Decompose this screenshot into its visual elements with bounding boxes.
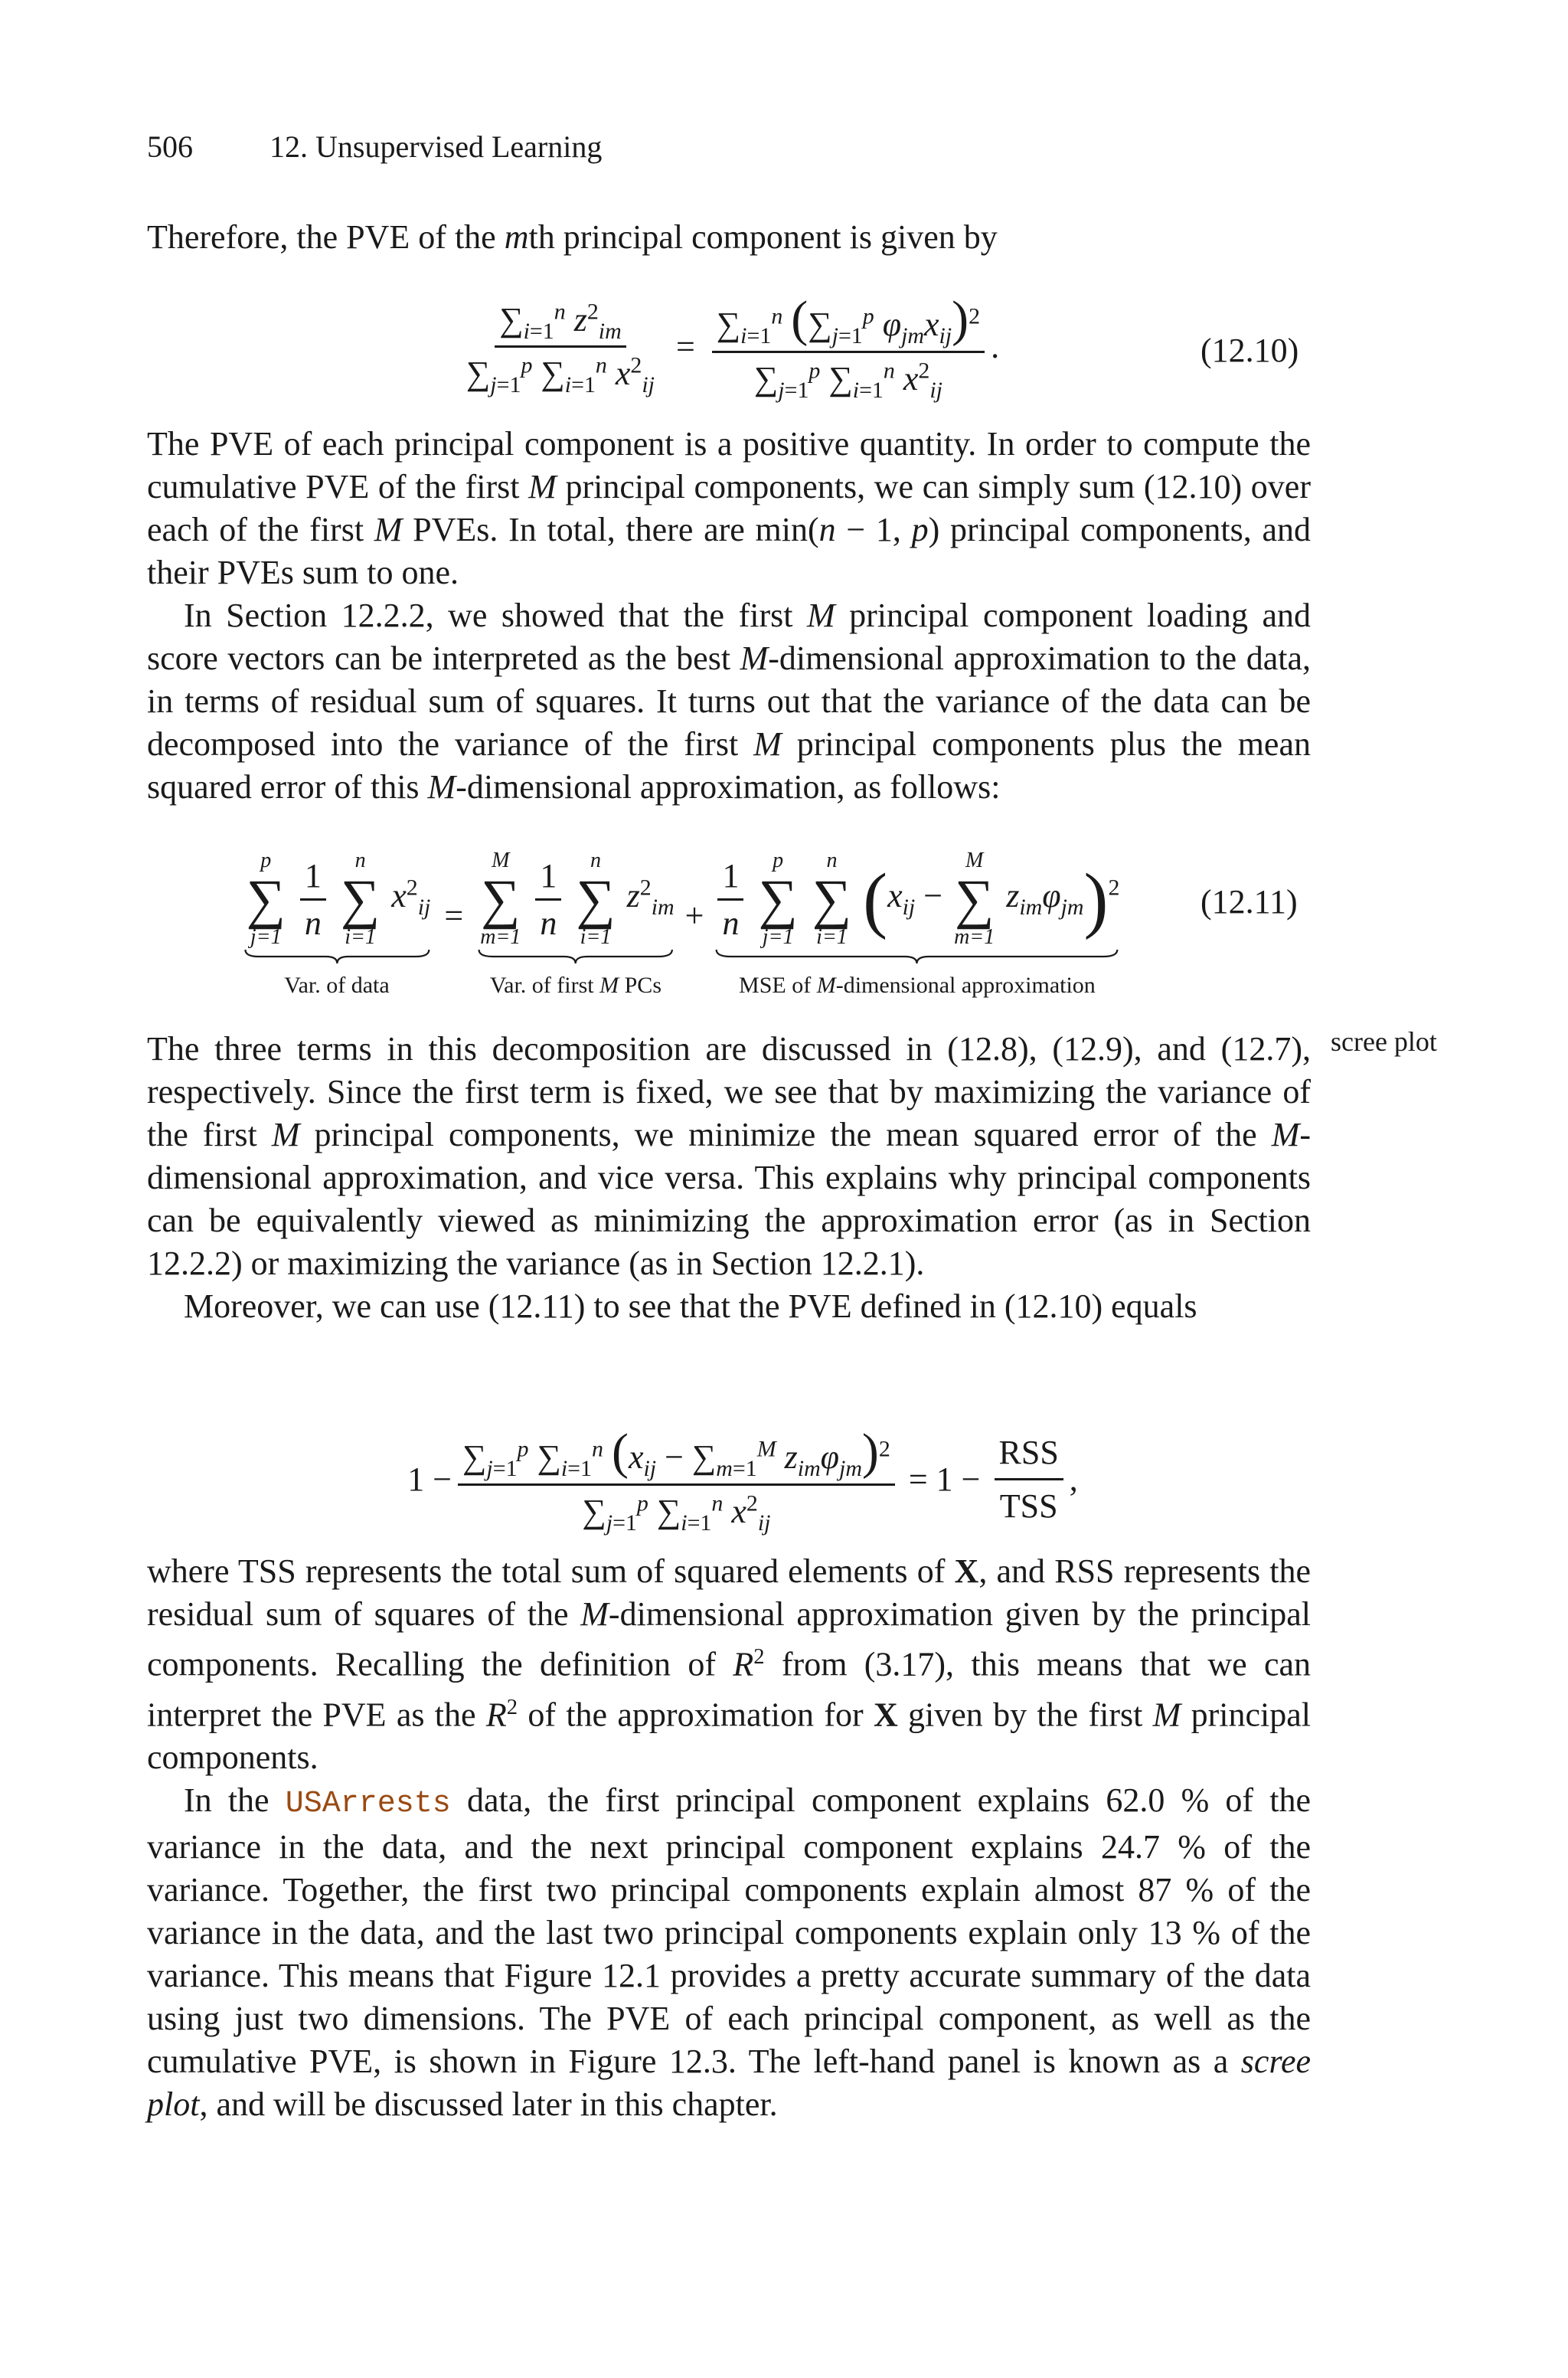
pve-fraction-right: $\frac{\sum_{i=1}^n (\sum_{j=1}^p \varphi_{jm}x_{ij})^2}{\sum_{j=1}^p \sum_{i=1}^n x^2_{ij}}$ (712, 294, 985, 398)
label-var-data: Var. of data (284, 973, 390, 998)
page-number: 506 (147, 129, 193, 164)
paragraph-5: Moreover, we can use (12.11) to see that the PVE defined in (12.10) equals (184, 1287, 1197, 1325)
running-header (147, 129, 602, 165)
pve-fraction-left: $\frac{\sum_{i=1}^n z^2_{im}}{\sum_{j=1}^p \sum_{i=1}^n x^2_{ij}}$ (466, 298, 655, 397)
paragraph-3: In Section 12.2.2, we showed that the first M principal component loading and score vectors can be interpreted as the best M-dimensional approximation to the data, in terms of residual sum of squares. It turns out that the variance of the data can be decomposed into the variance of the first M principal components plus the mean squared error of this M-dimensional approximation, as follows: (147, 597, 1311, 806)
equation-number-12-10: (12.10) (1200, 332, 1299, 369)
paragraphs-6-7 (147, 1550, 1311, 2126)
term-mse: $\frac{1}{n}$ p ∑ j=1 n ∑ i=1 ($x_{ij}$ − M ∑ m=1 $z_{im}\varphi_{jm})^2$ MSE of M-dimensional approximation (714, 850, 1119, 999)
residual-fraction: $\frac{\sum_{j=1}^p \sum_{i=1}^n (x_{ij} - \sum_{m=1}^M z_{im}\varphi_{jm})^2}{\sum_{j=1}^p \sum_{i=1}^n x^2_{ij}}$ (458, 1427, 895, 1531)
label-mse: MSE of M-dimensional approximation (739, 973, 1096, 998)
dataset-name-usarrests: USArrests (285, 1787, 451, 1822)
paragraph-1 (147, 216, 1311, 259)
paragraph-2: The PVE of each principal component is a positive quantity. In order to compute the cumulative PVE of the first M principal components, we can simply sum (12.10) over each of the first M PVEs. In total, there are min(n − 1, p) principal components, and their PVEs sum to one. (147, 425, 1311, 591)
p1-text-1: Therefore, the PVE of the (147, 218, 505, 256)
p1-text-2: th principal component is given by (528, 218, 998, 256)
math-m: m (504, 218, 529, 256)
paragraph-6: where TSS represents the total sum of squared elements of X, and RSS represents the residual sum of squares of the M-dimensional approximation given by the principal components. Recalling the definition of $R^2$ from (3.17), this means that we can interpret the PVE as the $R^2$ of the approximation for X given by the first M principal components. (147, 1552, 1312, 1777)
scree-plot-term: scree plot (147, 2043, 1311, 2124)
paragraphs-4-5 (147, 1028, 1311, 1328)
rss-label: RSS (995, 1433, 1063, 1480)
tss-label: TSS (999, 1487, 1058, 1525)
term-var-pcs: M ∑ m=1 $\frac{1}{n}$ n ∑ i=1 $z^2_{im}$ Var. of first M PCs (480, 849, 675, 998)
equation-12-11: p ∑ j=1 $\frac{1}{n}$ n ∑ i=1 $x^2_{ij}$ Var. of data = M ∑ m=1 $\frac{1}{n}$ n ∑ i=1 $z^2_{im}$ Var. of first M PCs + $\frac{1}{n}$ p ∑ j=1 n ∑ i=1 ($x_{ij}$ − M ∑ m=1 $z_{im}\varphi_{jm})^2$ MSE of M-dimensional approximation (191, 850, 1171, 1019)
chapter-title: 12. Unsupervised Learning (270, 129, 603, 164)
equation-number-12-11: (12.11) (1200, 883, 1298, 921)
margin-note-scree-plot: scree plot (1331, 1026, 1437, 1057)
equation-rss-tss: 1 − $\frac{\sum_{j=1}^p \sum_{i=1}^n (x_{ij} - \sum_{m=1}^M z_{im}\varphi_{jm})^2}{\sum_{j=1}^p \sum_{i=1}^n x^2_{ij}}$ = 1 − $\frac{\text{RSS}}{\text{TSS}}$ , (407, 1424, 1078, 1536)
label-var-pcs: Var. of first M PCs (489, 973, 662, 998)
rss-tss-fraction (995, 1433, 1063, 1526)
equation-12-10: $\frac{\sum_{i=1}^n z^2_{im}}{\sum_{j=1}^p \sum_{i=1}^n x^2_{ij}}$ = $\frac{\sum_{i=1}^n (\sum_{j=1}^p \varphi_{jm}x_{ij})^2}{\sum_{j=1}^p \sum_{i=1}^n x^2_{ij}}$ . (383, 277, 1072, 415)
paragraph-7: In the USArrests data, the first principal component explains 62.0 % of the variance in the data, and the next principal component explains 24.7 % of the variance. Together, the first two principal components explain almost 87 % of the variance in the data, and the last two principal components explain only 13 % of the variance. This means that Figure 12.1 provides a pretty accurate summary of the data using just two dimensions. The PVE of each principal component, as well as the cumulative PVE, is shown in Figure 12.3. The left-hand panel is known as a scree plot, and will be discussed later in this chapter. (147, 1781, 1311, 2124)
term-var-data: p ∑ j=1 $\frac{1}{n}$ n ∑ i=1 $x^2_{ij}$ Var. of data (246, 849, 431, 998)
paragraphs-2-3 (147, 423, 1311, 809)
paragraph-4: The three terms in this decomposition are discussed in (12.8), (12.9), and (12.7), respectively. Since the first term is fixed, we see that by maximizing the variance of the first M principal components, we minimize the mean squared error of the M-dimensional approximation, and vice versa. This explains why principal components can be equivalently viewed as minimizing the approximation error (as in Section 12.2.2) or maximizing the variance (as in Section 12.2.1). (147, 1030, 1311, 1282)
